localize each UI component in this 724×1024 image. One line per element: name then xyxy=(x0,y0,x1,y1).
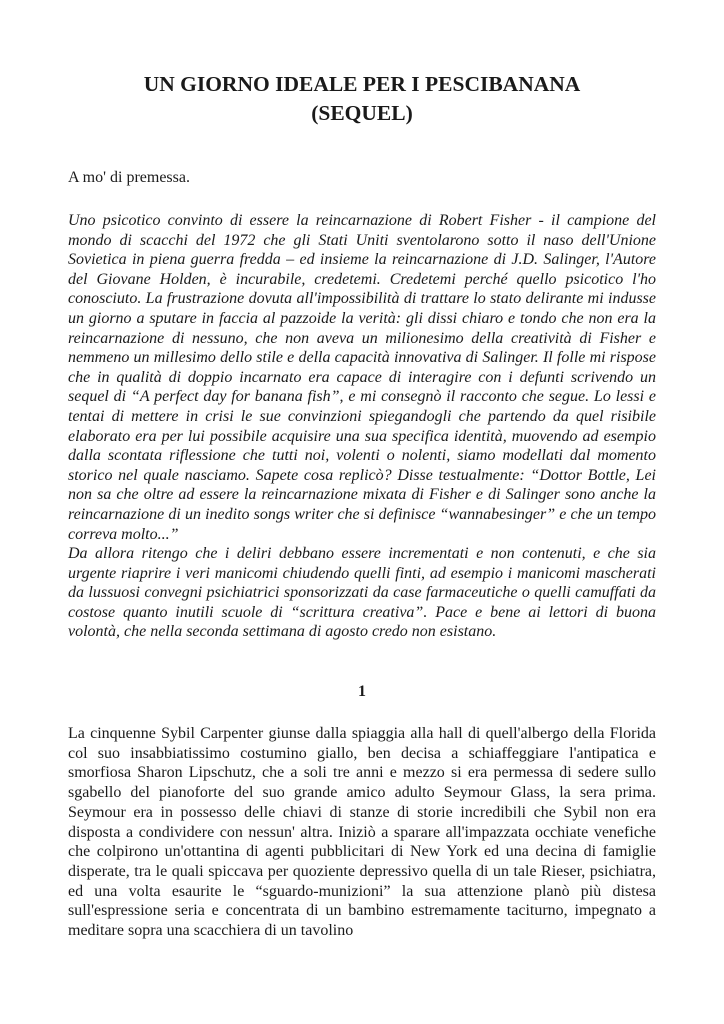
title-line-1: UN GIORNO IDEALE PER I PESCIBANANA xyxy=(143,72,581,96)
premise-paragraph-1: Uno psicotico convinto di essere la reincarnazione di Robert Fisher - il campione del mondo di scacchi del 1972 che gli Stati Uniti sventolarono sotto il naso dell'Unione Sovietica in piena guerra fredda – ed insieme la reincarnazione di J.D. Salinger, l'Autore del Giovane Holden, è incurabile, credetemi. Credetemi perché quello psicotico l'ho conosciuto. La frustrazione dovuta all'impossibilità di trattare lo stato delirante mi indusse un giorno a sputare in faccia al pazzoide la verità: gli dissi chiaro e tondo che non era la reincarnazione di nessuno, che non aveva un milionesimo della creatività di Fisher e nemmeno un millesimo dello stile e della capacità innovativa di Salinger. Il folle mi rispose che in qualità di doppio incarnato era capace di interagire con i defunti scrivendo un sequel di “A perfect day for banana fish”, e mi consegnò il racconto che segue. Lo lessi e tentai di mettere in crisi le sue convinzioni spiegandogli che partendo da quel risibile elaborato era per lui possibile acquisire una sua specifica identità, muovendo ad esempio dalla scontata riflessione che tutti noi, volenti o nolenti, siamo modellati dal momento storico nel quale nasciamo. Sapete cosa replicò? Disse testualmente: “Dottor Bottle, Lei non sa che oltre ad essere la reincarnazione mixata di Fisher e di Salinger sono anche la reincarnazione di un inedito songs writer che si definisce “wannabesinger” e che un tempo correva molto...” xyxy=(68,212,656,543)
body-paragraph-1: La cinquenne Sybil Carpenter giunse dalla spiaggia alla hall di quell'albergo della Florida col suo insabbiatissimo costumino giallo, ben decisa a schiaffeggiare l'antipatica e smorfiosa Sharon Lipschutz, che a soli tre anni e mezzo si era permessa di sedere sullo sgabello del pianoforte del suo grande amico adulto Seymour Glass, la sera prima. Seymour era in possesso delle chiavi di stanze di storie incredibili che Sybil non era disposta a condividere con nessun' altra. Iniziò a sparare all'impazzata occhiate venefiche che colpirono un'ottantina di agenti pubblicitari di New York ed una decina di famiglie disperate, tra le quali spiccava per quoziente depressivo quella di un tale Rieser, psichiatra, ed una volta esaurite le “sguardo-munizioni” la sua attenzione planò più distesa sull'espressione seria e concentrata di un bambino estremamente taciturno, impegnato a meditare sopra una scacchiera di un tavolino xyxy=(68,725,656,940)
premise-heading: A mo' di premessa. xyxy=(68,169,190,186)
premise-block xyxy=(68,211,656,642)
section-number: 1 xyxy=(358,683,366,701)
premise-paragraph-2: Da allora ritengo che i deliri debbano essere incrementati e non contenuti, e che sia urgente riaprire i veri manicomi chiudendo quelli finti, ad esempio i manicomi mascherati da lussuosi convegni psichiatrici sponsorizzati da case farmaceutiche o quelli camuffati da costose quanto inutili scuole di “scrittura creativa”. Pace e bene ai lettori di buona volontà, che nella seconda settimana di agosto credo non esistano. xyxy=(68,545,656,641)
title-line-2: (SEQUEL) xyxy=(311,101,413,125)
document-title xyxy=(68,70,656,128)
document-page xyxy=(68,0,656,941)
